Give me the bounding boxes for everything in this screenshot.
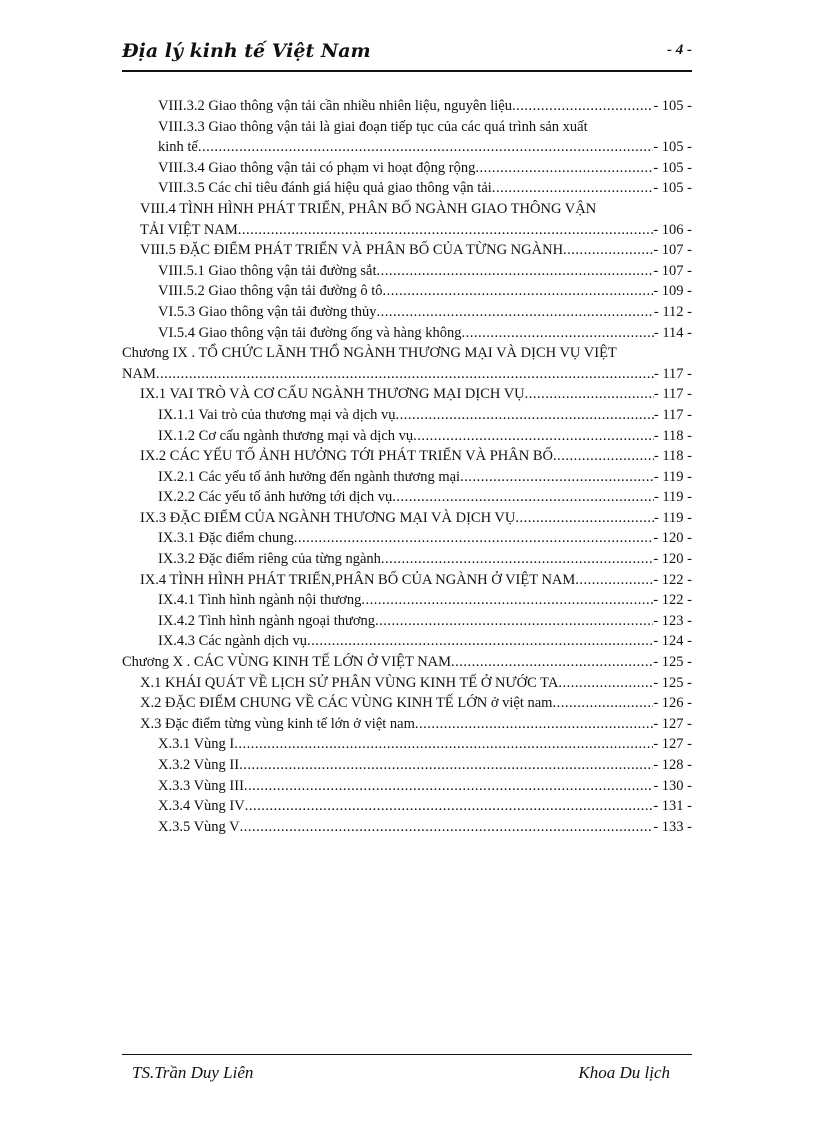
toc-entry[interactable] (122, 734, 692, 755)
toc-page-number: - 122 - (653, 571, 692, 588)
page-header (122, 40, 692, 70)
toc-entry[interactable] (122, 714, 692, 735)
toc-entry-title: IX.2.1 Các yếu tố ảnh hưởng đến ngành thương mại (158, 468, 461, 485)
toc-dot-leader (234, 734, 653, 755)
toc-entry-title: VIII.3.2 Giao thông vận tải cần nhiều nhiên liệu, nguyên liệu (158, 98, 512, 114)
toc-page-number: - 119 - (653, 509, 692, 526)
toc-page-number: - 114 - (653, 324, 692, 341)
toc-page-number: - 107 - (653, 242, 692, 259)
toc-entry-title: VIII.3.5 Các chỉ tiêu đánh giá hiệu quả giao thông vận tải (158, 180, 492, 197)
toc-dot-leader (461, 323, 653, 344)
toc-page-number: - 117 - (653, 365, 692, 382)
toc-entry[interactable] (122, 631, 692, 652)
toc-page-number: - 105 - (653, 139, 692, 156)
toc-page-number: - 106 - (653, 221, 692, 238)
toc-entry[interactable] (122, 508, 692, 529)
toc-page-number: - 123 - (653, 612, 692, 629)
toc-entry[interactable] (122, 652, 692, 673)
table-of-contents (122, 96, 692, 837)
header-divider (122, 70, 692, 72)
toc-dot-leader (240, 817, 654, 838)
toc-entry[interactable] (122, 467, 692, 488)
toc-dot-leader (198, 137, 653, 158)
toc-dot-leader (383, 281, 654, 302)
toc-entry-title-line: Chương IX . TỔ CHỨC LÃNH THỔ NGÀNH THƯƠNG MẠI VÀ DỊCH VỤ VIỆT (122, 345, 617, 362)
toc-entry-title: IX.4.3 Các ngành dịch vụ (158, 633, 307, 650)
toc-entry-title-line: VIII.4 TÌNH HÌNH PHÁT TRIỂN, PHÂN BỐ NGÀNH GIAO THÔNG VẬN (140, 200, 597, 217)
toc-page-number: - 105 - (653, 98, 692, 114)
toc-dot-leader (558, 673, 653, 694)
toc-dot-leader (575, 570, 653, 591)
toc-entry[interactable] (122, 343, 692, 384)
toc-entry-title: IX.2 CÁC YẾU TỐ ẢNH HƯỞNG TỚI PHÁT TRIỂN VÀ PHÂN BỐ (140, 448, 553, 465)
toc-entry-title: IX.4 TÌNH HÌNH PHÁT TRIỂN,PHÂN BỐ CỦA NGÀNH Ở VIỆT NAM (140, 571, 576, 588)
toc-page-number: - 120 - (653, 551, 692, 568)
toc-entry-title: VIII.3.4 Giao thông vận tải có phạm vi hoạt động rộng (158, 159, 476, 176)
toc-dot-leader (376, 261, 653, 282)
toc-entry[interactable] (122, 693, 692, 714)
toc-entry-title-line: VIII.3.3 Giao thông vận tải là giai đoạn tiếp tục của các quá trình sản xuất (158, 118, 588, 135)
toc-dot-leader (239, 755, 653, 776)
toc-page-number: - 107 - (653, 262, 692, 279)
toc-page-number: - 122 - (653, 592, 692, 609)
toc-entry-title: X.1 KHÁI QUÁT VỀ LỊCH SỬ PHÂN VÙNG KINH TẾ Ở NƯỚC TA (140, 674, 559, 691)
toc-entry[interactable] (122, 590, 692, 611)
toc-entry-title: IX.3.2 Đặc điểm riêng của từng ngành (158, 551, 381, 568)
toc-entry-title: X.3.2 Vùng II (158, 757, 240, 773)
toc-page-number: - 131 - (653, 798, 692, 815)
toc-entry[interactable] (122, 261, 692, 282)
toc-entry-title: kinh tế (158, 139, 198, 156)
toc-page-number: - 118 - (653, 448, 692, 465)
toc-entry-title: TẢI VIỆT NAM (140, 221, 238, 238)
page-number: - 4 - (667, 42, 692, 58)
toc-page-number: - 105 - (653, 180, 692, 197)
toc-dot-leader (294, 528, 654, 549)
toc-entry[interactable] (122, 755, 692, 776)
toc-dot-leader (475, 158, 653, 179)
toc-entry-title: IX.1.1 Vai trò của thương mại và dịch vụ (158, 406, 396, 423)
toc-entry-title: X.2 ĐẶC ĐIỂM CHUNG VỀ CÁC VÙNG KINH TẾ LỚN ở việt nam (140, 695, 553, 712)
toc-dot-leader (156, 364, 654, 385)
toc-entry-title: VI.5.4 Giao thông vận tải đường ống và hàng không (158, 324, 462, 341)
toc-entry[interactable] (122, 611, 692, 632)
toc-entry[interactable] (122, 487, 692, 508)
toc-dot-leader (377, 302, 654, 323)
toc-entry-title: X.3.5 Vùng V (158, 818, 240, 835)
toc-entry[interactable] (122, 776, 692, 797)
toc-page-number: - 117 - (653, 386, 692, 403)
toc-entry[interactable] (122, 446, 692, 467)
toc-entry[interactable] (122, 240, 692, 261)
toc-page-number: - 127 - (653, 715, 692, 732)
toc-dot-leader (460, 467, 654, 488)
toc-dot-leader (515, 508, 654, 529)
toc-entry[interactable] (122, 570, 692, 591)
toc-dot-leader (413, 426, 654, 447)
toc-page-number: - 120 - (653, 530, 692, 547)
toc-page-number: - 130 - (653, 777, 692, 794)
toc-page-number: - 117 - (653, 406, 692, 423)
toc-entry-title: IX.1 VAI TRÒ VÀ CƠ CẤU NGÀNH THƯƠNG MẠI DỊCH VỤ (140, 386, 525, 403)
toc-entry-title: IX.2.2 Các yếu tố ảnh hưởng tới dịch vụ (158, 489, 393, 506)
toc-entry-title: X.3.3 Vùng III (158, 777, 244, 794)
toc-page-number: - 124 - (653, 633, 692, 650)
toc-entry-title: Chương X . CÁC VÙNG KINH TẾ LỚN Ở VIỆT NAM (122, 654, 452, 671)
toc-entry-title: VI.5.3 Giao thông vận tải đường thủy (158, 303, 377, 320)
toc-entry[interactable] (122, 199, 692, 240)
toc-entry[interactable] (122, 817, 692, 838)
toc-entry-title: VIII.5 ĐẶC ĐIỂM PHÁT TRIỂN VÀ PHÂN BỐ CỦA TỪNG NGÀNH (140, 242, 564, 259)
toc-dot-leader (552, 693, 653, 714)
toc-entry-title: IX.1.2 Cơ cấu ngành thương mại và dịch vụ (158, 427, 414, 444)
toc-entry-title: IX.4.2 Tình hình ngành ngoại thương (158, 612, 376, 629)
toc-page-number: - 118 - (653, 427, 692, 444)
toc-entry[interactable] (122, 117, 692, 158)
toc-dot-leader (238, 220, 654, 241)
toc-page-number: - 126 - (653, 695, 692, 712)
toc-entry-title: IX.3 ĐẶC ĐIỂM CỦA NGÀNH THƯƠNG MẠI VÀ DỊCH VỤ (140, 509, 516, 526)
document-title: Địa lý kinh tế Việt Nam (122, 40, 371, 62)
toc-page-number: - 125 - (653, 654, 692, 671)
toc-entry-title: X.3.4 Vùng IV (158, 798, 245, 815)
toc-entry[interactable] (122, 528, 692, 549)
toc-dot-leader (553, 446, 654, 467)
toc-dot-leader (451, 652, 653, 673)
toc-page-number: - 133 - (653, 818, 692, 835)
footer-author: TS.Trần Duy Liên (132, 1063, 254, 1082)
toc-entry[interactable] (122, 673, 692, 694)
toc-dot-leader (361, 590, 653, 611)
toc-dot-leader (396, 405, 654, 426)
toc-entry-title: IX.4.1 Tình hình ngành nội thương (158, 592, 362, 609)
toc-page-number: - 125 - (653, 674, 692, 691)
toc-entry[interactable] (122, 405, 692, 426)
toc-dot-leader (244, 776, 653, 797)
toc-entry[interactable] (122, 323, 692, 344)
toc-page-number: - 128 - (653, 757, 692, 773)
toc-entry-title: IX.3.1 Đặc điểm chung (158, 530, 294, 547)
toc-dot-leader (563, 240, 653, 261)
toc-entry[interactable] (122, 158, 692, 179)
toc-entry[interactable] (122, 384, 692, 405)
toc-dot-leader (415, 714, 653, 735)
toc-page-number: - 109 - (653, 283, 692, 300)
toc-entry-title: X.3 Đặc điểm từng vùng kinh tế lớn ở việt nam (140, 715, 415, 732)
toc-entry[interactable] (122, 549, 692, 570)
toc-dot-leader (381, 549, 653, 570)
toc-dot-leader (392, 487, 654, 508)
toc-entry[interactable] (122, 426, 692, 447)
toc-dot-leader (492, 178, 654, 199)
toc-entry[interactable] (122, 796, 692, 817)
toc-entry[interactable] (122, 178, 692, 199)
toc-page-number: - 119 - (653, 489, 692, 506)
toc-entry[interactable] (122, 281, 692, 302)
toc-page-number: - 119 - (653, 468, 692, 485)
toc-dot-leader (525, 384, 654, 405)
footer-divider (122, 1054, 692, 1055)
toc-entry-title: VIII.5.1 Giao thông vận tải đường sắt (158, 262, 377, 279)
toc-page-number: - 105 - (653, 159, 692, 176)
toc-dot-leader (512, 96, 653, 117)
toc-entry[interactable] (122, 96, 692, 117)
toc-page-number: - 112 - (653, 303, 692, 320)
footer-department: Khoa Du lịch (578, 1063, 670, 1082)
toc-page-number: - 127 - (653, 736, 692, 753)
toc-entry-title: VIII.5.2 Giao thông vận tải đường ô tô (158, 283, 383, 300)
toc-entry-title: X.3.1 Vùng I (158, 736, 235, 753)
toc-dot-leader (307, 631, 653, 652)
toc-entry[interactable] (122, 302, 692, 323)
toc-entry-title: NAM (122, 365, 156, 382)
toc-dot-leader (245, 796, 654, 817)
toc-dot-leader (375, 611, 653, 632)
